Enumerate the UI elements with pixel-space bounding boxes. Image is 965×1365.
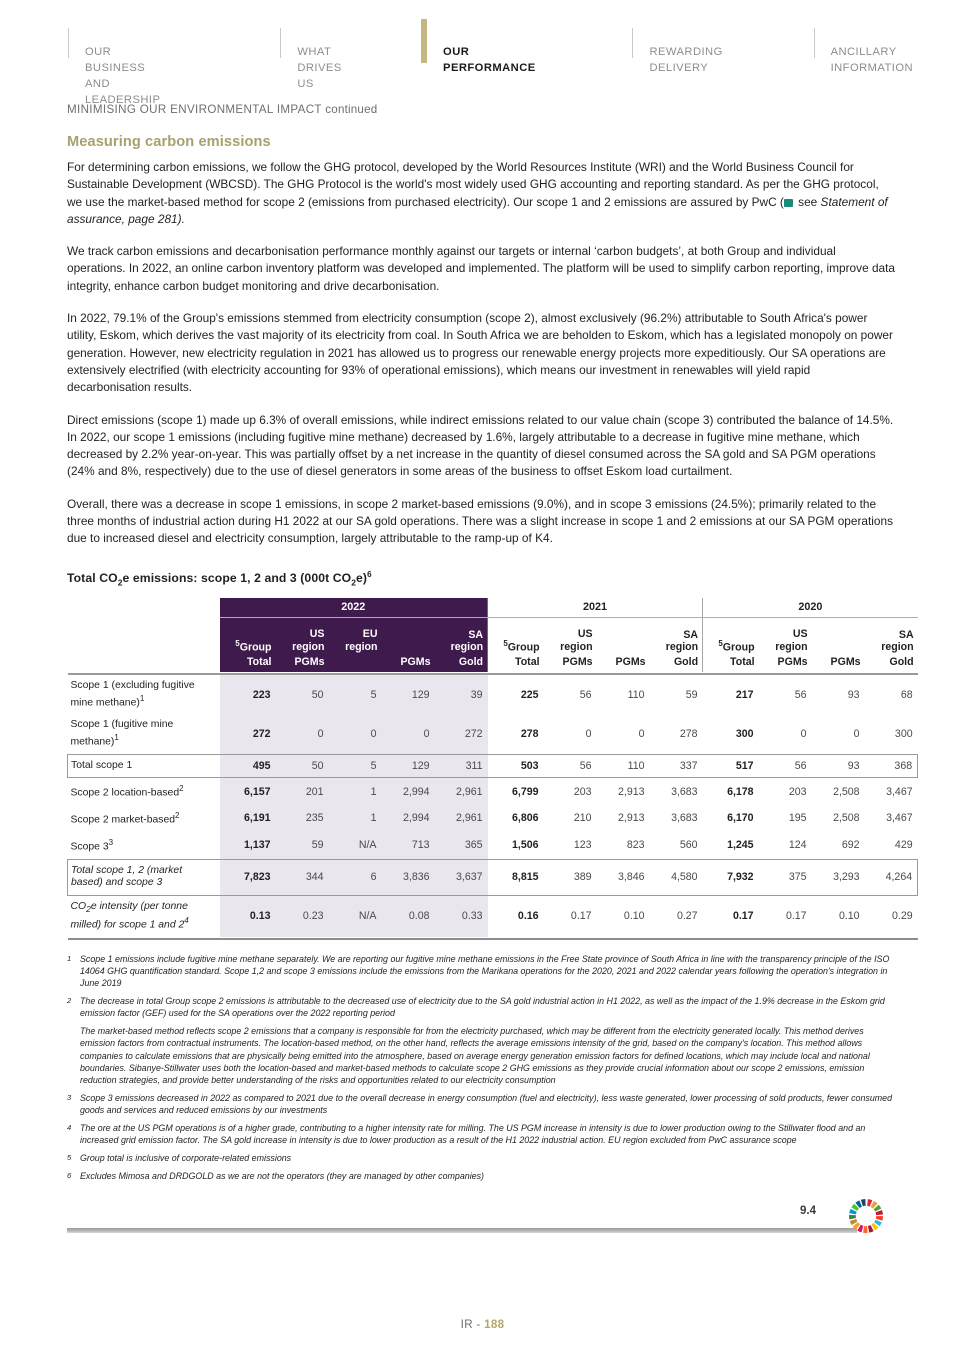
region-header-2020-sa (865, 617, 918, 655)
nav-item-ancillary-information[interactable]: ANCILLARY INFORMATION (830, 46, 914, 74)
page-content (67, 103, 914, 1188)
footnote-text: The ore at the US PGM operations is of a higher grade, contributing to a higher intensity rate for milling. The US PGM increase in intensity is due to lower production owing to the Stillwater flood and an increased grid emission factor. The SA gold increase in intensity is due to lower production as a result of the H1 2022 industrial action. EU region excluded from PwC assurance scope (80, 1123, 866, 1146)
footnote (67, 1122, 897, 1146)
table-cell: 1,245 (727, 839, 754, 852)
table-cell: 0.17 (785, 910, 807, 923)
sub-header-2022-total: Total (220, 655, 276, 672)
footer-rule (67, 1228, 857, 1233)
table-row (68, 778, 918, 805)
nav-item-what-drives-us[interactable]: WHAT DRIVES US (297, 46, 342, 90)
running-head (67, 103, 897, 116)
table-cell: 59 (685, 688, 698, 701)
table-cell: 225 (520, 688, 539, 701)
table-cell: 0.10 (623, 910, 645, 923)
table-cell: 503 (488, 754, 544, 777)
table-cell: 2,994 (382, 778, 435, 805)
table-cell: 7,932 (703, 859, 759, 895)
year-header-2020: 2020 (703, 598, 918, 617)
table-cell: 389 (544, 859, 597, 895)
table-cell: 0 (382, 714, 435, 754)
region-label: US region (775, 628, 808, 653)
paragraph-2: We track carbon emissions and decarbonisation performance monthly against our targets or internal ‘carbon budgets’, at both Group and individual operations. In 2022, an online carbon inventory platform was developed and implemented. The platform will be used to simplify carbon reporting, improve data integrity, enhance carbon budget monitoring and drive decarbonisation. (67, 244, 895, 293)
row-label: Total scope 1, 2 (market based) and scope 3 (68, 859, 220, 895)
table-cell: 0.23 (276, 895, 329, 937)
sub-header-2022-sa-pgms: PGMs (382, 655, 435, 672)
table-cell: 5 (329, 754, 382, 777)
table-row (68, 859, 918, 895)
paragraph-1 (67, 159, 897, 228)
table-cell: 6,799 (512, 785, 539, 798)
row-footnote-marker: 4 (184, 916, 189, 926)
top-navigation (68, 18, 914, 106)
table-cell: 2,508 (833, 785, 860, 798)
paragraph-3: In 2022, 79.1% of the Group's emissions stemmed from electricity consumption (scope 2), almost exclusively (96.2%) attributable to South Africa's power utility, Eskom, which derives the vast majority of its electricity from coal. In South Africa we are beholden to Eskom, which has a legislated monopoly on power generation. However, new electricity regulation in 2021 has allowed us to progress our renewable energy projects more expeditiously. Our SA operations are extensively electrified (with electricity accounting for 93% of operational emissions), which means our investment in renewables will yield rapid decarbonisation results. (67, 311, 893, 395)
table-cell: 2,994 (382, 805, 435, 832)
table-cell: 337 (650, 754, 703, 777)
table-row (68, 805, 918, 832)
region-label: SA region (881, 629, 914, 654)
footnote-marker: 3 (67, 1092, 72, 1102)
footnote (67, 1025, 897, 1085)
region-header-2020-blank (812, 617, 865, 655)
table-cell: 56 (579, 688, 592, 701)
table-cell: 0.13 (220, 895, 276, 937)
table-row (68, 895, 918, 937)
region-header-2021-group (488, 617, 544, 655)
table-cell: 39 (435, 674, 488, 714)
table-cell: 311 (435, 754, 488, 777)
sub-header-2022-us-pgms: PGMs (276, 655, 329, 672)
table-header-year-row (68, 598, 918, 617)
table-cell: 3,467 (886, 785, 913, 798)
sub-header-2022-eu-blank (329, 655, 382, 672)
row-footnote-marker: 1 (139, 693, 145, 703)
paragraph-4: Direct emissions (scope 1) made up 6.3% of overall emissions, while indirect emissions related to our value chain (scope 3) contributed the balance of 14.5%. In 2022, our scope 1 emissions (including fugitive mine methane) decreased by 1.6%, largely attributable to a decrease in fugitive mine methane, which decreased by 2.2% year-on-year. This was partially offset by a net increase in the quantity of diesel consumed across the SA gold and SA PGM operations (24% and 8%, respectively) due to the use of diesel generators in some areas of the business to offset Eskom load curtailment. (67, 412, 894, 479)
table-row (68, 832, 918, 859)
table-cell: 6,806 (512, 812, 539, 825)
year-header-2021: 2021 (488, 598, 703, 617)
table-corner-cell (68, 617, 220, 655)
table-cell: 2,961 (435, 778, 488, 805)
region-label: SA region (665, 629, 699, 654)
table-cell: 278 (679, 728, 698, 741)
table-cell: 129 (382, 674, 435, 714)
sub-header-2020-sa-gold: Gold (865, 655, 918, 672)
table-cell: 195 (788, 812, 807, 825)
sdg-wheel-icon (846, 1196, 886, 1236)
sub-header-2020-us-pgms: PGMs (759, 655, 812, 672)
table-caption-sub-2: 2 (351, 577, 357, 588)
table-cell: 823 (626, 839, 645, 852)
footnote (67, 995, 897, 1019)
table-cell: 300 (894, 728, 913, 741)
footnote (67, 1170, 897, 1182)
table-cell: 68 (900, 688, 913, 701)
table-cell: 59 (276, 832, 329, 859)
table-cell: 0 (853, 728, 860, 741)
year-header-2022: 2022 (220, 598, 488, 617)
table-cell: 235 (276, 805, 329, 832)
table-cell: 2,961 (435, 805, 488, 832)
row-footnote-marker: 3 (108, 837, 114, 847)
page-footer-number (0, 1318, 965, 1331)
sub-header-2021-sa-gold: Gold (650, 655, 703, 672)
footnote-text: The decrease in total Group scope 2 emissions is attributable to the decreased use of electricity due to the SA gold industrial action in H1 2022, as well as the impact of the 1.9% decrease in the Eskom grid emission factor (GEF) used for the SA operations over the 2022 reporting period (80, 996, 885, 1019)
table-cell: 3,683 (671, 785, 698, 798)
sub-header-2020-total: Total (703, 655, 759, 672)
sub-header-2021-sa-pgms: PGMs (597, 655, 650, 672)
table-cell: 56 (759, 754, 812, 777)
table-cell: 344 (276, 859, 329, 895)
table-caption-sub-1: 2 (117, 577, 123, 588)
table-caption-pre: Total CO (67, 570, 118, 585)
region-header-2020-us (759, 617, 812, 655)
region-header-2022-us (276, 617, 329, 655)
table-head (68, 598, 918, 674)
table-cell: 3,637 (435, 859, 488, 895)
footnote-marker: 1 (67, 953, 72, 963)
table-cell: 1,506 (512, 839, 539, 852)
page-title: Measuring carbon emissions (67, 134, 271, 150)
row-footnote-marker: 2 (175, 810, 180, 820)
footnote-text: Scope 1 emissions include fugitive mine methane separately. We are reporting our fugitive mine methane emissions in the Free State province of South Africa in line with the transparency principle of the ISO 14064 GHG quantification standard. Scope 1,2 and scope 3 emissions include the emissions from the Marikana operations for the 2020, 2021 and 2022 calendar years following the operation's integration in June 2019 (80, 953, 890, 989)
table-cell: 110 (627, 688, 645, 701)
table-caption (67, 570, 897, 588)
table-body (68, 674, 918, 939)
table-cell: 1 (329, 805, 382, 832)
table-cell: 56 (794, 688, 807, 701)
row-label: Scope $3^3$ (70, 837, 114, 853)
table-cell: 129 (382, 754, 435, 777)
table-caption-post: e) (356, 570, 368, 585)
table-cell: 56 (544, 754, 597, 777)
table-cell: 6,191 (220, 805, 276, 832)
region-header-2022-sa (435, 617, 488, 655)
table-bottom-rule (68, 937, 918, 939)
table-cell: 203 (573, 785, 592, 798)
table-cell: 210 (573, 812, 592, 825)
table-cell: 0 (585, 728, 592, 741)
table-cell: 365 (435, 832, 488, 859)
table-cell: 201 (276, 778, 329, 805)
table-cell: 517 (703, 754, 759, 777)
table-cell: 300 (735, 728, 754, 741)
paragraph-1-see: see (794, 194, 821, 209)
row-footnote-marker: 2 (179, 784, 184, 794)
footnote-text: Excludes Mimosa and DRDGOLD as we are not the operators (they are managed by other companies) (80, 1171, 485, 1182)
footnote-marker: 4 (67, 1123, 72, 1133)
table-header-sub-row (68, 655, 918, 672)
table-cell: 93 (812, 754, 865, 777)
page-prefix: IR - (460, 1318, 485, 1331)
table-cell: 272 (435, 714, 488, 754)
table-row (68, 714, 918, 754)
table-cell: 272 (220, 714, 276, 754)
table-cell: 713 (382, 832, 435, 859)
table-cell: 0 (800, 728, 807, 741)
group-footnote-marker: 5 (503, 638, 508, 648)
table-cell: 0.17 (732, 910, 754, 923)
region-header-2022-blank (382, 617, 435, 655)
table-cell: 6 (329, 859, 382, 895)
table-cell: 0.16 (517, 910, 539, 923)
footnote-marker: 2 (67, 996, 72, 1006)
group-footnote-marker: 5 (718, 638, 723, 648)
footnote-marker: 6 (67, 1171, 72, 1181)
table-cell: 6,170 (727, 812, 754, 825)
table-cell: 495 (220, 754, 276, 777)
table-corner-cell (68, 598, 220, 617)
row-footnote-marker: 1 (114, 732, 119, 742)
footnote (67, 1092, 897, 1116)
paragraph-5: Overall, there was a decrease in scope 1 emissions, in scope 2 market-based emissions (9.0%), and in scope 3 emissions (24.5%); primarily related to the three months of industrial action during H1 2022 at our SA gold operations. There was a slight increase in scope 1 and 2 emissions at our SA PGM operations due to increased diesel and electricity consumption, largely attributable to the ramp-up of K4. (67, 496, 894, 546)
table-cell: 6,178 (727, 785, 754, 798)
rule (68, 937, 918, 939)
region-label: Group (239, 641, 272, 654)
table-cell: 368 (865, 754, 918, 777)
table-cell: 217 (735, 688, 754, 701)
table-caption-mid: e emissions: scope 1, 2 and 3 (000t CO (122, 570, 352, 585)
table-cell: 0 (638, 728, 645, 741)
table-cell: 6,157 (220, 778, 276, 805)
assurance-book-icon (784, 199, 793, 207)
table-cell: 1,137 (220, 832, 276, 859)
table-cell: 7,823 (220, 859, 276, 895)
table-cell: 110 (597, 754, 650, 777)
sub-header-2021-total: Total (488, 655, 544, 672)
table-cell: 3,293 (812, 859, 865, 895)
table-cell: 4,580 (650, 859, 703, 895)
table-cell: 278 (520, 728, 539, 741)
sdg-target-number: 9.4 (800, 1205, 816, 1217)
table-cell: 123 (573, 839, 592, 852)
table-cell: 0 (329, 714, 382, 754)
footnote (67, 953, 897, 989)
running-head-continued: continued (321, 103, 378, 116)
table-cell: 50 (276, 754, 329, 777)
table-cell: 2,913 (618, 812, 645, 825)
sub-header-2020-sa-pgms: PGMs (812, 655, 865, 672)
row-label: Total scope 1 (68, 754, 220, 777)
table-cell: 3,467 (886, 812, 913, 825)
row-label: Scope 1 (excluding fugitive mine methane)$^1$ (70, 680, 195, 709)
table-caption-footnote-marker: 6 (367, 569, 372, 579)
footnote-text: The market-based method reflects scope 2 emissions that a company is responsible for from the electricity purchased, which may be different from the electricity generated locally. This method derives emission factors from contractual instruments. The location-based method, on the other hand, reflects the average emissions intensity of the grid, based on the company's location. This method allows companies to calculate emissions that are physically being emitted into the atmosphere, based on average energy generation emission factors for defined locations, which may include local and national boundaries. Sibanye-Stillwater uses both the location-based and market-based methods to calculate scope 2 GHG emissions as they provide crucial information about our scope 2 emissions, emission reduction strategies, and provide better understanding of the risks and opportunities related to our electricity consumption (80, 1026, 870, 1085)
table-row (68, 674, 918, 714)
table-cell: 0.33 (435, 895, 488, 937)
footnote-marker: 5 (67, 1153, 72, 1163)
table-cell: 560 (679, 839, 698, 852)
paragraph-1-text: For determining carbon emissions, we follow the GHG protocol, developed by the World Resources Institute (WRI) and the World Business Council for Sustainable Development (WBCSD). The GHG Protocol is the world's most widely used GHG accounting and reporting standard. As per the GHG protocol, we use the market-based method for scope 2 (emissions from purchased electricity). Our scope 1 and 2 emissions are assured by PwC ( (67, 160, 879, 209)
footnote-text: Group total is inclusive of corporate-related emissions (80, 1153, 292, 1164)
group-footnote-marker: 5 (235, 638, 240, 648)
nav-item-our-business-and-leadership[interactable]: OUR BUSINESS AND LEADERSHIP (85, 46, 161, 106)
region-header-2021-us (544, 617, 597, 655)
sub-header-2022-sa-gold: Gold (435, 655, 488, 672)
region-label: EU region (345, 628, 378, 653)
table-cell: 3,836 (382, 859, 435, 895)
table-cell: 3,846 (597, 859, 650, 895)
table-cell: 0.27 (676, 910, 698, 923)
table-cell: 0 (276, 714, 329, 754)
row-label: $CO_2e$ intensity (per tonne milled) for scope 1 and $2^4$ (70, 900, 189, 931)
table-header-region-row (68, 617, 918, 655)
footnote-text: Scope 3 emissions decreased in 2022 as compared to 2021 due to the overall decrease in energy consumption (fuel and electricity), less waste generated, lower processing of sold products, fewer consumed goods and services and reduced emissions by our investments (80, 1092, 893, 1115)
region-label: Group (507, 641, 540, 654)
table-cell: 3,683 (671, 812, 698, 825)
row-label: Scope 2 market-based$^2$ (70, 810, 180, 826)
assurance-reference-link[interactable]: Statement of assurance, page 281 (67, 194, 888, 226)
region-header-2021-sa (650, 617, 703, 655)
emissions-table (67, 598, 918, 940)
running-head-label: MINIMISING OUR ENVIRONMENTAL IMPACT (67, 103, 322, 116)
table-cell: 0.10 (838, 910, 860, 923)
table-cell: 8,815 (488, 859, 544, 895)
table-cell: 4,264 (865, 859, 918, 895)
region-label: US region (560, 628, 593, 653)
table-row (68, 754, 918, 777)
table-cell: 375 (759, 859, 812, 895)
footnotes-list (67, 953, 897, 1183)
table-cell: 124 (788, 839, 807, 852)
region-header-2022-eu (329, 617, 382, 655)
table-cell: 429 (894, 839, 913, 852)
table-cell: 5 (329, 674, 382, 714)
footnote (67, 1152, 897, 1164)
region-header-2021-blank (597, 617, 650, 655)
page-number: 188 (484, 1318, 505, 1331)
nav-item-our-performance[interactable]: OUR PERFORMANCE (443, 46, 536, 74)
region-label: SA region (450, 629, 484, 654)
table-cell: 2,508 (833, 812, 860, 825)
table-cell: 223 (220, 674, 276, 714)
table-cell: 692 (841, 839, 860, 852)
nav-item-rewarding-delivery[interactable]: REWARDING DELIVERY (649, 46, 723, 74)
table-cell: 0.08 (382, 895, 435, 937)
region-header-2020-group (703, 617, 759, 655)
row-label: Scope 1 (fugitive mine methane)$^1$ (70, 719, 174, 748)
table-cell: 50 (276, 674, 329, 714)
table-cell: 0.17 (570, 910, 592, 923)
table-cell: 93 (847, 688, 860, 701)
region-label: US region (292, 628, 325, 653)
table-cell: N/A (329, 895, 382, 937)
table-cell: N/A (329, 832, 382, 859)
table-cell: 0.29 (891, 910, 913, 923)
table-cell: 203 (788, 785, 807, 798)
table-cell: 2,913 (618, 785, 645, 798)
table-cell: 1 (329, 778, 382, 805)
region-label: Group (722, 641, 755, 654)
row-label: Scope 2 location-based$^2$ (70, 784, 184, 799)
region-header-2022-group (220, 617, 276, 655)
table-corner-cell (68, 655, 220, 672)
paragraph-1-close: ). (177, 211, 185, 226)
sub-header-2021-us-pgms: PGMs (544, 655, 597, 672)
